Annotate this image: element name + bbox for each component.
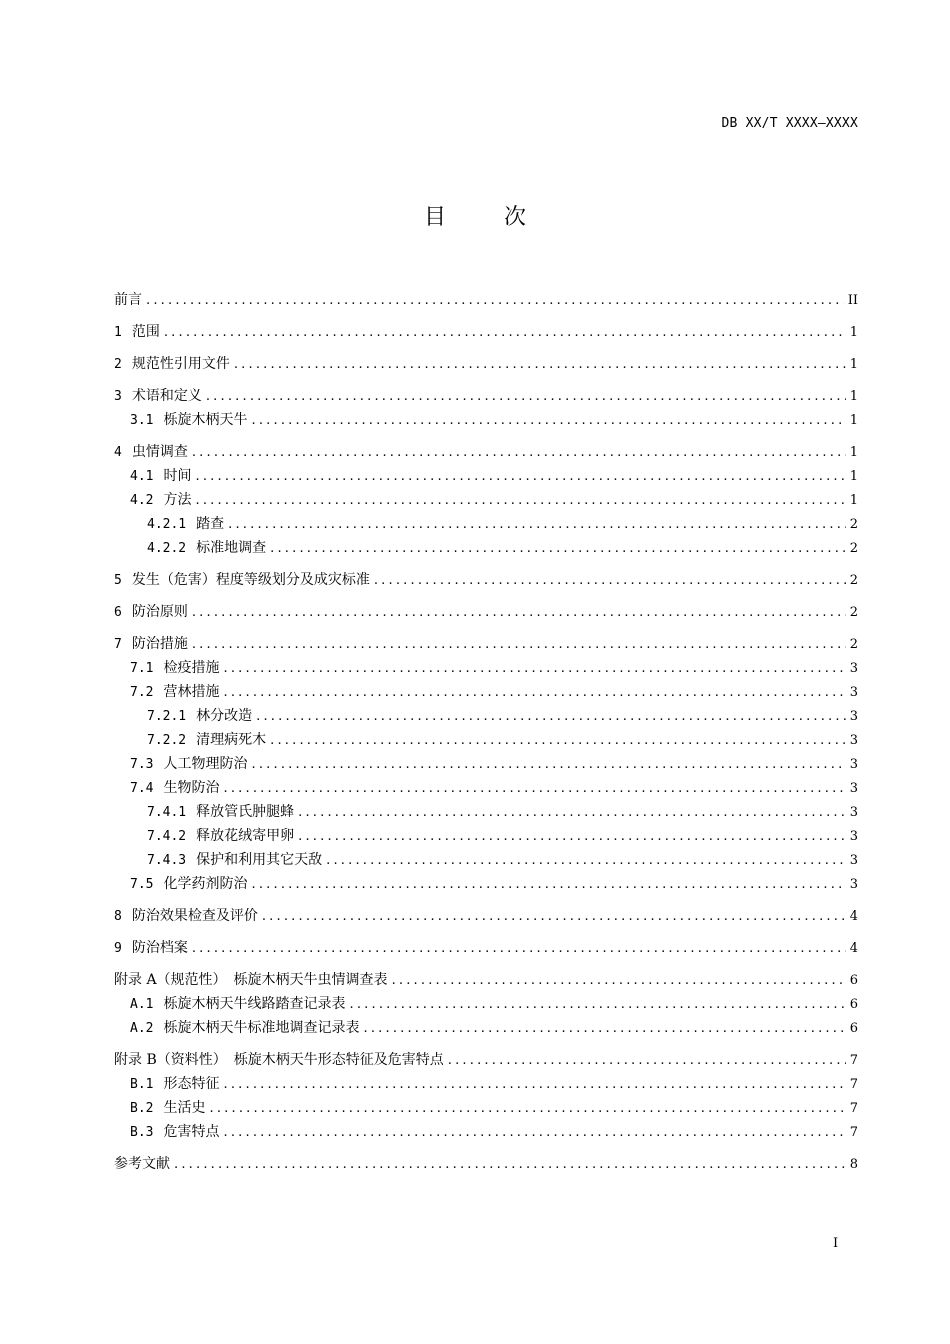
toc-entry-title xyxy=(114,568,370,593)
toc-entry-title xyxy=(147,848,322,873)
toc-entry-number: 7.2 xyxy=(130,685,154,700)
toc-entry-number: 7.4 xyxy=(130,781,154,796)
toc-entry-title xyxy=(130,1120,219,1145)
toc-entry[interactable] xyxy=(114,536,858,560)
title-char-2: 次 xyxy=(504,205,527,230)
dot-leader xyxy=(298,801,846,825)
dot-leader xyxy=(192,633,846,657)
toc-entry-label: 防治档案 xyxy=(131,940,188,956)
toc-page-number: 6 xyxy=(849,1021,858,1036)
toc-entry[interactable] xyxy=(114,408,858,432)
dot-leader xyxy=(223,777,845,801)
toc-entry-number: 7.4.3 xyxy=(147,853,187,868)
dot-leader xyxy=(363,1017,845,1041)
toc-entry-number: B.2 xyxy=(130,1101,154,1116)
toc-entry-label: 虫情调查 xyxy=(131,444,188,460)
toc-entry-label: 生活史 xyxy=(163,1100,206,1116)
toc-entry-number: 7.5 xyxy=(130,877,154,892)
dot-leader xyxy=(251,753,845,777)
toc-entry-label: 危害特点 xyxy=(163,1124,220,1140)
toc-entry-number: 4.1 xyxy=(130,469,154,484)
toc-entry-title xyxy=(114,352,230,377)
toc-page-number: 3 xyxy=(849,781,858,796)
toc-entry-label: 发生（危害）程度等级划分及成灾标准 xyxy=(131,572,370,588)
toc-entry[interactable] xyxy=(114,728,858,752)
toc-entry[interactable] xyxy=(114,752,858,776)
dot-leader xyxy=(174,1153,846,1177)
toc-entry-title xyxy=(130,680,219,705)
table-of-contents xyxy=(114,288,858,1176)
dot-leader xyxy=(228,513,846,537)
dot-leader xyxy=(374,569,846,593)
toc-page-number: 6 xyxy=(849,973,858,988)
toc-entry-number: 7 xyxy=(114,637,122,652)
toc-entry-number: A.2 xyxy=(130,1021,154,1036)
toc-entry-title xyxy=(114,288,142,312)
dot-leader xyxy=(448,1049,846,1073)
toc-entry[interactable] xyxy=(114,776,858,800)
dot-leader xyxy=(164,321,846,345)
toc-page-number: 4 xyxy=(849,909,858,924)
toc-entry-label: 形态特征 xyxy=(163,1076,220,1092)
toc-page-number: 1 xyxy=(849,445,858,460)
toc-page-number: 3 xyxy=(849,757,858,772)
toc-entry-title xyxy=(114,632,188,657)
toc-entry-label: 防治措施 xyxy=(131,636,188,652)
dot-leader xyxy=(223,657,845,681)
toc-entry-number: B.3 xyxy=(130,1125,154,1140)
dot-leader xyxy=(234,353,846,377)
toc-entry-label: 防治效果检查及评价 xyxy=(131,908,258,924)
toc-page-number: 1 xyxy=(849,389,858,404)
dot-leader xyxy=(195,489,845,513)
toc-entry-title xyxy=(130,464,191,489)
toc-entry-title xyxy=(114,320,160,345)
toc-entry-title xyxy=(114,1152,170,1176)
toc-page-number: 4 xyxy=(849,941,858,956)
footer-page-number: I xyxy=(833,1236,839,1251)
toc-entry[interactable] xyxy=(114,1120,858,1144)
toc-entry-number: A.1 xyxy=(130,997,154,1012)
dot-leader xyxy=(262,905,846,929)
toc-entry-number: 8 xyxy=(114,909,122,924)
toc-entry-title xyxy=(114,1048,444,1072)
toc-entry[interactable] xyxy=(114,488,858,512)
toc-entry-number: 3.1 xyxy=(130,413,154,428)
toc-page-number: 3 xyxy=(849,829,858,844)
toc-page-number: 2 xyxy=(849,541,858,556)
toc-entry-label: 栎旋木柄天牛 xyxy=(163,412,248,428)
toc-entry-label: 化学药剂防治 xyxy=(163,876,248,892)
toc-entry-label: 参考文献 xyxy=(114,1156,170,1172)
toc-entry-title xyxy=(114,440,188,465)
toc-page-number: 6 xyxy=(849,997,858,1012)
toc-entry-title xyxy=(147,728,266,753)
toc-entry-label: 附录 B（资料性） 栎旋木柄天牛形态特征及危害特点 xyxy=(114,1052,444,1068)
toc-entry-title xyxy=(147,824,294,849)
toc-entry-title xyxy=(114,600,188,625)
toc-entry-title xyxy=(130,872,247,897)
title-char-1: 目 xyxy=(423,205,446,230)
toc-entry[interactable] xyxy=(114,1152,858,1176)
toc-entry[interactable] xyxy=(114,632,858,656)
toc-entry-number: 5 xyxy=(114,573,122,588)
toc-entry-number: 4 xyxy=(114,445,122,460)
toc-entry[interactable] xyxy=(114,872,858,896)
toc-page-number: 3 xyxy=(849,877,858,892)
toc-entry-label: 释放管氏肿腿蜂 xyxy=(196,804,295,820)
dot-leader xyxy=(192,441,846,465)
toc-entry-number: 7.4.1 xyxy=(147,805,187,820)
toc-entry[interactable] xyxy=(114,1016,858,1040)
dot-leader xyxy=(192,937,846,961)
dot-leader xyxy=(206,385,846,409)
toc-entry-number: 3 xyxy=(114,389,122,404)
page-title xyxy=(0,200,950,231)
toc-entry[interactable] xyxy=(114,1072,858,1096)
toc-entry[interactable] xyxy=(114,600,858,624)
toc-page-number: 1 xyxy=(849,469,858,484)
dot-leader xyxy=(270,537,846,561)
toc-entry-label: 栎旋木柄天牛标准地调查记录表 xyxy=(163,1020,360,1036)
dot-leader xyxy=(270,729,846,753)
document-code: DB XX/T XXXX—XXXX xyxy=(721,116,858,131)
toc-entry-label: 时间 xyxy=(163,468,192,484)
toc-entry-label: 防治原则 xyxy=(131,604,188,620)
toc-entry-number: 9 xyxy=(114,941,122,956)
toc-entry-title xyxy=(130,488,191,513)
toc-page-number: 3 xyxy=(849,661,858,676)
toc-entry-label: 保护和利用其它天敌 xyxy=(196,852,323,868)
dot-leader xyxy=(209,1097,845,1121)
toc-entry-title xyxy=(114,936,188,961)
toc-entry[interactable] xyxy=(114,464,858,488)
toc-page-number: 3 xyxy=(849,853,858,868)
toc-entry[interactable] xyxy=(114,512,858,536)
toc-page-number: 1 xyxy=(849,357,858,372)
toc-entry[interactable] xyxy=(114,568,858,592)
toc-entry-number: 1 xyxy=(114,325,122,340)
toc-entry-title xyxy=(147,536,266,561)
toc-entry-label: 栎旋木柄天牛线路踏查记录表 xyxy=(163,996,346,1012)
toc-entry-title xyxy=(114,384,202,409)
toc-entry[interactable] xyxy=(114,824,858,848)
toc-entry-label: 标准地调查 xyxy=(196,540,267,556)
toc-entry[interactable] xyxy=(114,680,858,704)
toc-entry-label: 附录 A（规范性） 栎旋木柄天牛虫情调查表 xyxy=(114,972,388,988)
toc-entry-title xyxy=(130,752,247,777)
toc-page-number: 8 xyxy=(849,1157,858,1172)
toc-entry[interactable] xyxy=(114,440,858,464)
toc-page-number: 2 xyxy=(849,517,858,532)
toc-entry-title xyxy=(130,408,247,433)
toc-entry[interactable] xyxy=(114,992,858,1016)
toc-entry[interactable] xyxy=(114,656,858,680)
toc-entry-number: 7.3 xyxy=(130,757,154,772)
toc-entry-title xyxy=(147,800,294,825)
toc-entry-label: 检疫措施 xyxy=(163,660,220,676)
toc-entry-number: 7.4.2 xyxy=(147,829,187,844)
toc-entry[interactable] xyxy=(114,384,858,408)
toc-entry[interactable] xyxy=(114,704,858,728)
toc-entry[interactable] xyxy=(114,800,858,824)
toc-page-number: 2 xyxy=(849,637,858,652)
toc-page-number: 7 xyxy=(849,1101,858,1116)
toc-entry[interactable] xyxy=(114,968,858,992)
dot-leader xyxy=(223,1121,845,1145)
toc-entry[interactable] xyxy=(114,288,858,312)
toc-page-number: 3 xyxy=(849,709,858,724)
dot-leader xyxy=(251,409,845,433)
toc-entry-label: 营林措施 xyxy=(163,684,220,700)
toc-entry-title xyxy=(130,1072,219,1097)
toc-entry[interactable] xyxy=(114,1048,858,1072)
toc-entry-title xyxy=(130,656,219,681)
toc-entry-title xyxy=(130,992,345,1017)
toc-page-number: 2 xyxy=(849,605,858,620)
toc-entry-title xyxy=(130,776,219,801)
toc-entry-label: 踏查 xyxy=(196,516,225,532)
toc-page-number: 7 xyxy=(849,1077,858,1092)
dot-leader xyxy=(298,825,846,849)
dot-leader xyxy=(326,849,846,873)
toc-entry-label: 清理病死木 xyxy=(196,732,267,748)
dot-leader xyxy=(223,681,845,705)
dot-leader xyxy=(195,465,845,489)
toc-entry-title xyxy=(114,968,388,992)
toc-entry-number: 6 xyxy=(114,605,122,620)
toc-page-number: 3 xyxy=(849,805,858,820)
toc-entry[interactable] xyxy=(114,904,858,928)
toc-entry-title xyxy=(114,904,258,929)
toc-entry[interactable] xyxy=(114,1096,858,1120)
toc-page-number: 3 xyxy=(849,733,858,748)
toc-entry-title xyxy=(130,1096,205,1121)
toc-entry-number: 2 xyxy=(114,357,122,372)
toc-entry-number: B.1 xyxy=(130,1077,154,1092)
toc-entry-label: 规范性引用文件 xyxy=(131,356,230,372)
dot-leader xyxy=(256,705,846,729)
toc-entry-number: 7.1 xyxy=(130,661,154,676)
dot-leader xyxy=(223,1073,845,1097)
toc-entry[interactable] xyxy=(114,848,858,872)
toc-page-number: 7 xyxy=(849,1053,858,1068)
dot-leader xyxy=(349,993,845,1017)
toc-entry-label: 林分改造 xyxy=(196,708,253,724)
toc-page-number: 3 xyxy=(849,685,858,700)
toc-entry-title xyxy=(147,512,224,537)
toc-entry-label: 方法 xyxy=(163,492,192,508)
toc-entry-label: 释放花绒寄甲卵 xyxy=(196,828,295,844)
dot-leader xyxy=(192,601,846,625)
toc-entry[interactable] xyxy=(114,320,858,344)
toc-entry-number: 7.2.2 xyxy=(147,733,187,748)
toc-entry-label: 范围 xyxy=(131,324,160,340)
dot-leader xyxy=(392,969,846,993)
toc-entry-label: 人工物理防治 xyxy=(163,756,248,772)
toc-page-number: 7 xyxy=(849,1125,858,1140)
toc-entry-number: 4.2 xyxy=(130,493,154,508)
toc-entry-label: 生物防治 xyxy=(163,780,220,796)
dot-leader xyxy=(251,873,845,897)
toc-page-number: 1 xyxy=(849,325,858,340)
toc-entry-label: 术语和定义 xyxy=(131,388,202,404)
toc-page-number: 1 xyxy=(849,413,858,428)
toc-entry[interactable] xyxy=(114,352,858,376)
toc-page-number: 2 xyxy=(849,573,858,588)
toc-entry-number: 7.2.1 xyxy=(147,709,187,724)
toc-entry-label: 前言 xyxy=(114,292,142,308)
toc-page-number: 1 xyxy=(849,493,858,508)
toc-entry-title xyxy=(147,704,252,729)
toc-entry-number: 4.2.2 xyxy=(147,541,187,556)
dot-leader xyxy=(146,289,844,313)
toc-page-number: II xyxy=(847,293,858,308)
toc-entry[interactable] xyxy=(114,936,858,960)
toc-entry-title xyxy=(130,1016,359,1041)
toc-entry-number: 4.2.1 xyxy=(147,517,187,532)
